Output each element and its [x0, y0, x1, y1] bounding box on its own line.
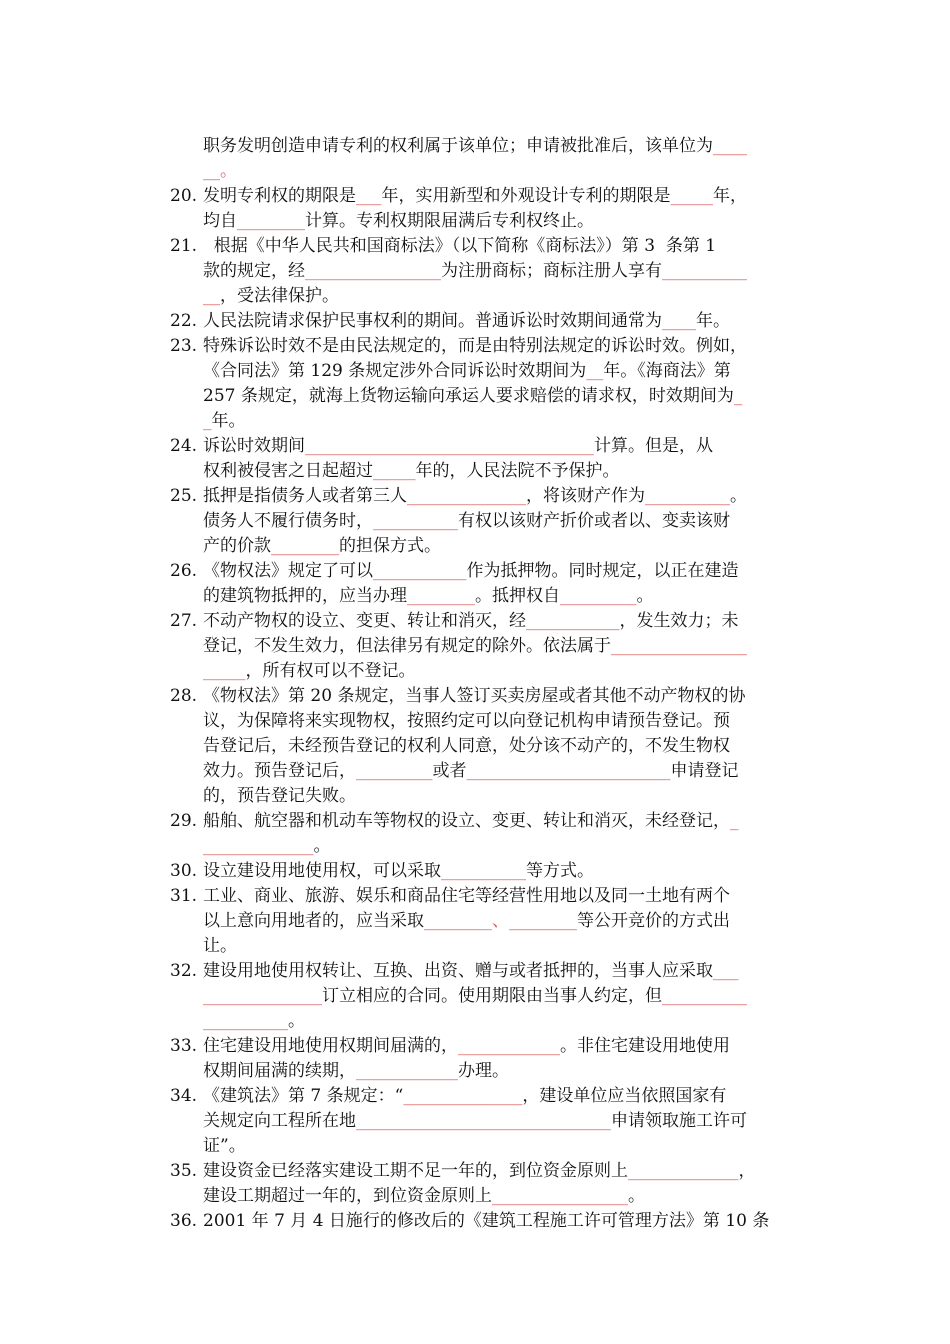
fill-blank: ________________: [305, 261, 441, 281]
fill-blank: __________________________________: [305, 436, 594, 456]
item-number: 34.: [170, 1086, 198, 1106]
text-line: [203, 409, 246, 434]
text-line: [203, 1084, 726, 1109]
fill-blank: __________: [662, 261, 747, 281]
line-text: 让。: [203, 936, 237, 956]
item-number: 24.: [170, 436, 198, 456]
fill-blank: __________: [203, 1011, 288, 1031]
fill-blank: _________: [356, 761, 433, 781]
line-text: 登记，不发生效力，但法律另有规定的除外。依法属于: [203, 636, 611, 656]
line-text: 建设用地使用权转让、互换、出资、赠与或者抵押的，当事人应采取: [203, 961, 713, 981]
line-text: 年。: [211, 411, 246, 431]
fill-blank: _: [203, 411, 212, 431]
line-text: 计算。但是，从: [594, 436, 713, 456]
text-line: [203, 634, 747, 659]
text-line: [203, 659, 416, 684]
text-line: [203, 359, 731, 384]
item-number: 26.: [170, 561, 198, 581]
line-text: 年，实用新型和外观设计专利的期限是: [381, 186, 671, 206]
line-text: 款的规定，经: [203, 261, 305, 281]
text-line: [203, 584, 654, 609]
fill-blank: 。: [220, 161, 237, 181]
fill-blank: __: [586, 361, 604, 381]
fill-blank: ______________________________: [356, 1111, 611, 1131]
text-line: [203, 734, 730, 759]
line-text: 或者: [432, 761, 467, 781]
line-text: 船舶、航空器和机动车等物权的设立、变更、转让和消灭，未经登记，: [203, 811, 730, 831]
fill-blank: ________: [424, 911, 492, 931]
fill-blank: ____________: [356, 1061, 458, 1081]
fill-blank: __: [203, 161, 220, 181]
item-number: 20.: [170, 186, 198, 206]
line-text: 年，: [713, 186, 747, 206]
text-line: [203, 209, 594, 234]
line-text: 。非住宅建设用地使用: [560, 1036, 730, 1056]
text-line: [203, 934, 237, 959]
line-text: 的担保方式。: [339, 536, 441, 556]
text-line: [203, 909, 730, 934]
line-text: 。: [313, 836, 331, 856]
fill-blank: ________: [407, 586, 475, 606]
fill-blank: ______________: [407, 486, 526, 506]
text-line: [203, 484, 747, 509]
text-line: [203, 1059, 509, 1084]
text-line: [203, 1209, 769, 1234]
item-number: 35.: [170, 1161, 198, 1181]
fill-blank: ______________: [203, 986, 322, 1006]
line-text: 工业、商业、旅游、娱乐和商品住宅等经营性用地以及同一土地有两个: [203, 886, 730, 906]
text-line: [203, 784, 356, 809]
text-line: [203, 509, 730, 534]
fill-blank: 、: [492, 911, 509, 931]
fill-blank: _________: [560, 586, 637, 606]
line-text: ，发生效力；未: [619, 611, 739, 631]
fill-blank: ____: [713, 136, 747, 156]
line-text: 权期间届满的续期，: [203, 1061, 356, 1081]
fill-blank: _____________: [628, 1161, 739, 1181]
text-line: [203, 159, 237, 184]
line-text: 根据《中华人民共和国商标法》（以下简称《商标法》）第 3 条第 1: [203, 236, 717, 256]
item-number: 36.: [170, 1211, 198, 1231]
text-line: [203, 1109, 747, 1134]
line-text: 年。《海商法》第: [603, 361, 731, 381]
line-text: 257 条规定，就海上货物运输向承运人要求赔偿的请求权，时效期间为: [203, 386, 734, 406]
line-text: 2001 年 7 月 4 日施行的修改后的《建筑工程施工许可管理方法》第 10 条: [203, 1211, 770, 1231]
line-text: 有权以该财产折价或者以、变卖该财: [458, 511, 730, 531]
fill-blank: _: [733, 386, 743, 406]
text-line: [203, 984, 747, 1009]
fill-blank: __________: [645, 486, 730, 506]
fill-blank: ________: [509, 911, 577, 931]
line-text: 《建筑法》第 7 条规定：“: [203, 1086, 404, 1106]
line-text: 。: [636, 586, 654, 606]
fill-blank: ________: [237, 211, 305, 231]
item-number: 30.: [170, 861, 198, 881]
text-line: [203, 809, 739, 834]
line-text: 发明专利权的期限是: [203, 186, 356, 206]
fill-blank: ________________: [611, 636, 747, 656]
line-text: 年。: [696, 311, 730, 331]
line-text: 订立相应的合同。使用期限由当事人约定，但: [322, 986, 662, 1006]
fill-blank: __: [203, 286, 220, 306]
text-line: [203, 759, 739, 784]
fill-blank: ___: [713, 961, 739, 981]
text-line: [203, 234, 716, 259]
item-number: 29.: [170, 811, 198, 831]
line-text: 《合同法》第 129 条规定涉外合同诉讼时效期间为: [203, 361, 587, 381]
line-text: 办理。: [458, 1061, 509, 1081]
text-line: [203, 134, 747, 159]
fill-blank: __________: [441, 861, 526, 881]
line-text: 。: [730, 486, 747, 506]
line-text: 债务人不履行债务时，: [203, 511, 373, 531]
text-line: [203, 334, 747, 359]
text-line: [203, 834, 331, 859]
item-number: 23.: [170, 336, 198, 356]
fill-blank: ________________________: [466, 761, 671, 781]
line-text: 申请领取施工许可: [611, 1111, 747, 1131]
line-text: 职务发明创造申请专利的权利属于该单位；申请被批准后，该单位为: [203, 136, 713, 156]
line-text: 作为抵押物。同时规定，以正在建造: [466, 561, 739, 581]
text-line: [203, 1159, 756, 1184]
item-number: 27.: [170, 611, 198, 631]
fill-blank: ______________: [403, 1086, 523, 1106]
line-text: 等方式。: [526, 861, 594, 881]
text-line: [203, 559, 739, 584]
line-text: 《物权法》第 20 条规定，当事人签订买卖房屋或者其他不动产物权的协: [203, 686, 746, 706]
item-number: 33.: [170, 1036, 198, 1056]
line-text: 以上意向用地者的，应当采取: [203, 911, 424, 931]
line-text: 关规定向工程所在地: [203, 1111, 356, 1131]
text-line: [203, 1134, 246, 1159]
line-text: 的，预告登记失败。: [203, 786, 356, 806]
text-line: [203, 184, 747, 209]
line-text: 等公开竞价的方式出: [577, 911, 730, 931]
line-text: 建设工期超过一年的，到位资金原则上: [203, 1186, 492, 1206]
fill-blank: _: [730, 811, 739, 831]
line-text: 。: [628, 1186, 645, 1206]
fill-blank: ____________: [458, 1036, 560, 1056]
line-text: 证”。: [203, 1136, 246, 1156]
text-line: [203, 284, 339, 309]
item-number: 32.: [170, 961, 198, 981]
text-line: [203, 684, 745, 709]
text-line: [203, 459, 620, 484]
text-line: [203, 859, 594, 884]
line-text: ，所有权可以不登记。: [245, 661, 416, 681]
fill-blank: ____: [662, 311, 696, 331]
text-line: [203, 1184, 645, 1209]
text-line: [203, 309, 730, 334]
text-line: [203, 259, 747, 284]
fill-blank: _____: [373, 461, 416, 481]
fill-blank: ________: [271, 536, 339, 556]
text-line: [203, 609, 739, 634]
item-number: 25.: [170, 486, 198, 506]
text-line: [203, 884, 730, 909]
line-text: 权利被侵害之日起超过: [203, 461, 373, 481]
fill-blank: _____________: [203, 836, 314, 856]
text-line: [203, 534, 441, 559]
line-text: 诉讼时效期间: [203, 436, 305, 456]
text-line: [203, 959, 739, 984]
line-text: 《物权法》规定了可以: [203, 561, 373, 581]
line-text: 设立建设用地使用权，可以采取: [203, 861, 441, 881]
line-text: 抵押是指债务人或者第三人: [203, 486, 407, 506]
line-text: 申请登记: [670, 761, 739, 781]
line-text: 。抵押权自: [475, 586, 560, 606]
line-text: 不动产物权的设立、变更、转让和消灭，经: [203, 611, 526, 631]
line-text: ，将该财产作为: [526, 486, 645, 506]
fill-blank: ________________: [492, 1186, 628, 1206]
line-text: 计算。专利权期限届满后专利权终止。: [305, 211, 594, 231]
line-text: 特殊诉讼时效不是由民法规定的，而是由特别法规定的诉讼时效。例如，: [203, 336, 747, 356]
line-text: ，建设单位应当依照国家有: [522, 1086, 727, 1106]
line-text: 住宅建设用地使用权期间届满的，: [203, 1036, 458, 1056]
fill-blank: _____: [203, 661, 246, 681]
line-text: 。: [288, 1011, 305, 1031]
text-line: [203, 434, 713, 459]
line-text: 效力。预告登记后，: [203, 761, 356, 781]
fill-blank: _____: [670, 186, 713, 206]
line-text: 年的，人民法院不予保护。: [415, 461, 620, 481]
line-text: 均自: [203, 211, 237, 231]
item-number: 31.: [170, 886, 198, 906]
item-number: 21.: [170, 236, 198, 256]
fill-blank: __________: [373, 511, 458, 531]
text-line: [203, 1034, 730, 1059]
line-text: ，: [738, 1161, 756, 1181]
fill-blank: ___: [356, 186, 382, 206]
fill-blank: ___________: [373, 561, 467, 581]
fill-blank: __________: [662, 986, 747, 1006]
line-text: 人民法院请求保护民事权利的期间。普通诉讼时效期间通常为: [203, 311, 662, 331]
line-text: 告登记后，未经预告登记的权利人同意，处分该不动产的，不发生物权: [203, 736, 730, 756]
text-line: [203, 1009, 305, 1034]
line-text: 议，为保障将来实现物权，按照约定可以向登记机构申请预告登记。预: [203, 711, 730, 731]
line-text: 建设资金已经落实建设工期不足一年的，到位资金原则上: [203, 1161, 628, 1181]
item-number: 22.: [170, 311, 198, 331]
line-text: ，受法律保护。: [220, 286, 339, 306]
line-text: 产的价款: [203, 536, 271, 556]
item-number: 28.: [170, 686, 198, 706]
line-text: 的建筑物抵押的，应当办理: [203, 586, 407, 606]
line-text: 为注册商标；商标注册人享有: [441, 261, 662, 281]
text-line: [203, 709, 730, 734]
text-line: [203, 384, 742, 409]
fill-blank: ___________: [526, 611, 620, 631]
